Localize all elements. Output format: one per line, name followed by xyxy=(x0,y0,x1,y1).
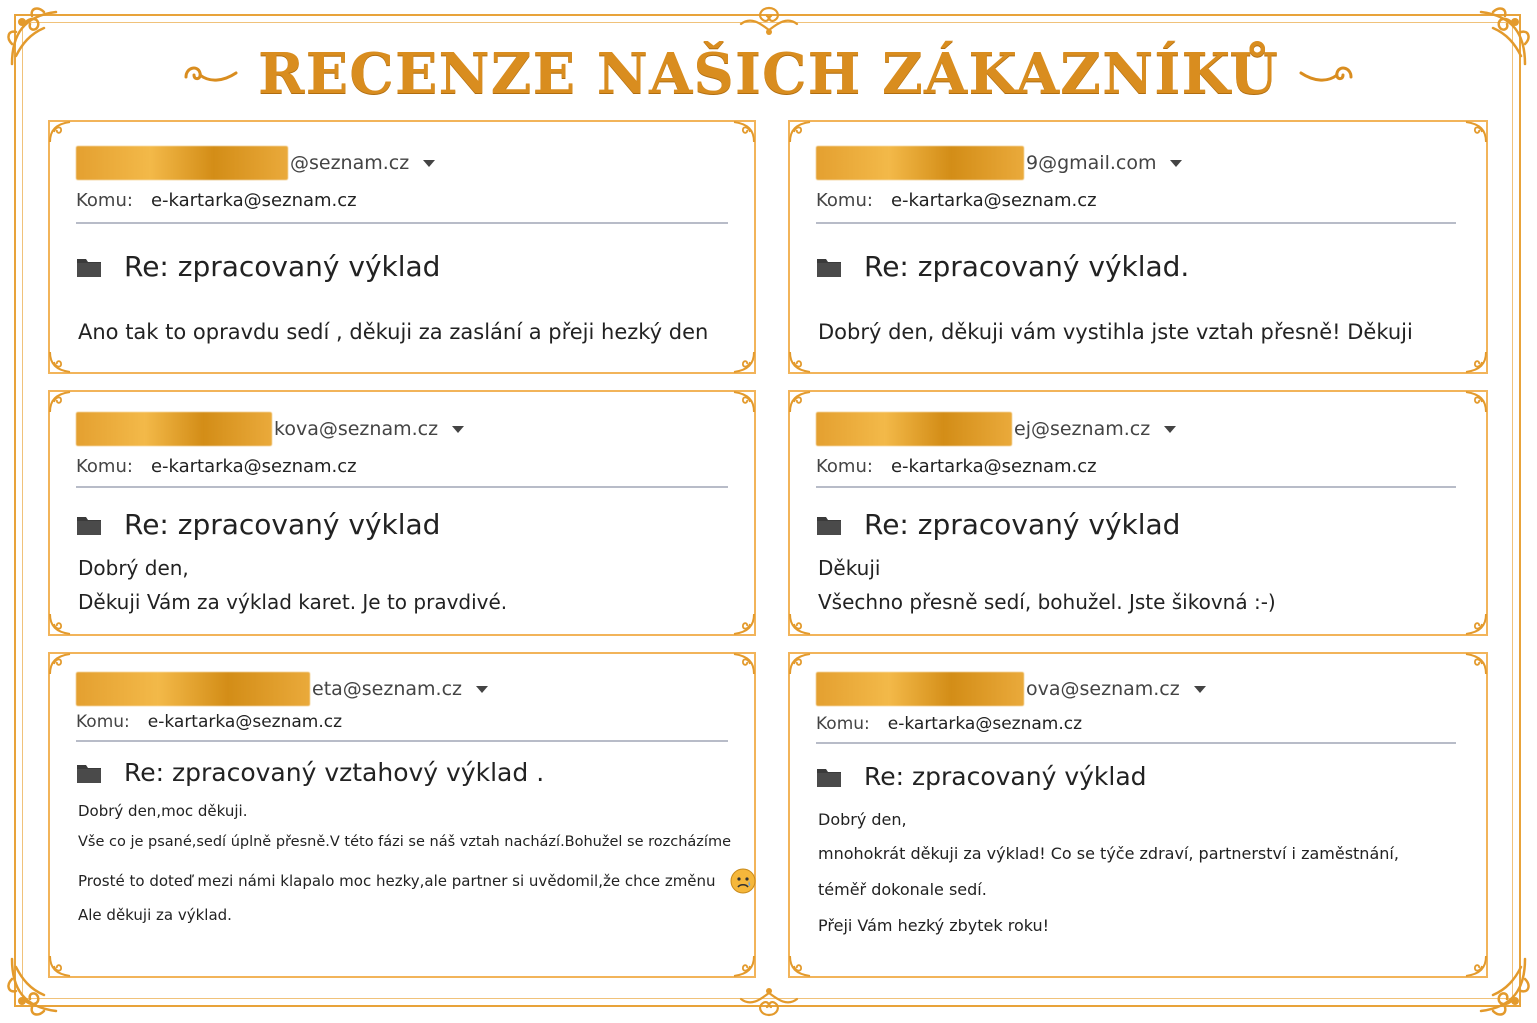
redacted-sender xyxy=(816,146,1024,180)
sender-row[interactable] xyxy=(816,412,1176,446)
header-divider xyxy=(816,486,1456,488)
card-corner-icon xyxy=(46,348,74,376)
email-subject: Re: zpracovaný výklad xyxy=(864,762,1147,791)
folder-icon xyxy=(76,762,102,784)
folder-icon xyxy=(76,256,102,278)
chevron-down-icon[interactable] xyxy=(1194,686,1206,693)
subject-row xyxy=(816,250,1189,283)
review-card-1 xyxy=(48,120,756,374)
recipient-address: e-kartarka@seznam.cz xyxy=(150,456,357,477)
redacted-sender xyxy=(816,412,1012,446)
chevron-down-icon[interactable] xyxy=(452,426,464,433)
card-corner-icon xyxy=(1462,610,1490,638)
folder-icon xyxy=(816,766,842,788)
email-subject: Re: zpracovaný výklad xyxy=(124,250,441,283)
recipient-row xyxy=(76,712,342,732)
redacted-sender xyxy=(76,146,288,180)
folder-icon xyxy=(76,514,102,536)
sender-address: 9@gmail.com xyxy=(1026,152,1157,174)
email-body-line: Dobrý den, xyxy=(78,556,189,580)
card-corner-icon xyxy=(46,610,74,638)
recipient-label: Komu: xyxy=(76,190,133,211)
email-body-line: Děkuji Vám za výklad karet. Je to pravdivé. xyxy=(78,590,508,614)
card-corner-icon xyxy=(730,610,758,638)
recipient-row xyxy=(76,190,357,211)
card-corner-icon xyxy=(1462,348,1490,376)
sender-row[interactable] xyxy=(816,672,1206,706)
sender-address: kova@seznam.cz xyxy=(274,418,439,440)
recipient-label: Komu: xyxy=(76,712,130,732)
sender-row[interactable] xyxy=(76,672,488,706)
email-body-line: Vše co je psané,sedí úplně přesně.V této fázi se náš vztah nachází.Bohužel se rozcházíme xyxy=(78,834,731,850)
recipient-address: e-kartarka@seznam.cz xyxy=(147,712,343,732)
card-corner-icon xyxy=(1462,388,1490,416)
sad-face-icon xyxy=(730,868,756,894)
card-corner-icon xyxy=(730,348,758,376)
email-body-line: téměř dokonale sedí. xyxy=(818,880,987,899)
review-card-5 xyxy=(48,652,756,978)
subject-row xyxy=(816,762,1147,791)
recipient-row xyxy=(816,714,1082,734)
swirl-right-icon xyxy=(1297,57,1355,91)
email-subject: Re: zpracovaný výklad xyxy=(124,508,441,541)
sender-address: ova@seznam.cz xyxy=(1026,678,1180,700)
card-corner-icon xyxy=(730,952,758,980)
email-body-line: Všechno přesně sedí, bohužel. Jste šikovná :-) xyxy=(818,590,1276,614)
sender-address: @seznam.cz xyxy=(290,152,410,174)
recipient-address: e-kartarka@seznam.cz xyxy=(890,190,1097,211)
subject-row xyxy=(76,758,544,787)
sender-row[interactable] xyxy=(76,146,435,180)
review-card-3 xyxy=(48,390,756,636)
card-corner-icon xyxy=(786,650,814,678)
subject-row xyxy=(816,508,1180,541)
recipient-address: e-kartarka@seznam.cz xyxy=(150,190,357,211)
redacted-sender xyxy=(76,412,272,446)
recipient-label: Komu: xyxy=(816,190,873,211)
card-corner-icon xyxy=(1462,650,1490,678)
card-corner-icon xyxy=(46,952,74,980)
header-divider xyxy=(76,222,728,224)
header-divider xyxy=(76,486,728,488)
center-ornament-icon xyxy=(733,983,805,1021)
card-corner-icon xyxy=(730,388,758,416)
email-subject: Re: zpracovaný výklad. xyxy=(864,250,1190,283)
subject-row xyxy=(76,508,440,541)
page-title: RECENZE NAŠICH ZÁKAZNÍKŮ xyxy=(258,41,1279,107)
center-ornament-icon xyxy=(733,2,805,40)
chevron-down-icon[interactable] xyxy=(1170,160,1182,167)
card-corner-icon xyxy=(730,650,758,678)
title-area xyxy=(0,38,1537,110)
email-body-line: mnohokrát děkuji za výklad! Co se týče zdraví, partnerství i zaměstnání, xyxy=(818,844,1399,863)
sender-address: eta@seznam.cz xyxy=(312,678,462,700)
email-body-line: Dobrý den, děkuji vám vystihla jste vztah přesně! Děkuji xyxy=(818,320,1413,344)
recipient-label: Komu: xyxy=(816,456,873,477)
redacted-sender xyxy=(76,672,310,706)
email-body-line: Ano tak to opravdu sedí , děkuji za zaslání a přeji hezký den xyxy=(78,320,709,344)
card-corner-icon xyxy=(786,610,814,638)
recipient-row xyxy=(816,190,1097,211)
review-card-2 xyxy=(788,120,1488,374)
redacted-sender xyxy=(816,672,1024,706)
email-subject: Re: zpracovaný výklad xyxy=(864,508,1181,541)
recipient-row xyxy=(76,456,357,477)
chevron-down-icon[interactable] xyxy=(423,160,435,167)
email-body-text: Prosté to doteď mezi námi klapalo moc hezky,ale partner si uvědomil,že chce změnu xyxy=(78,872,716,890)
chevron-down-icon[interactable] xyxy=(1164,426,1176,433)
sender-row[interactable] xyxy=(816,146,1182,180)
recipient-address: e-kartarka@seznam.cz xyxy=(887,714,1083,734)
card-corner-icon xyxy=(46,118,74,146)
email-body-line: Děkuji xyxy=(818,556,881,580)
email-subject: Re: zpracovaný vztahový výklad . xyxy=(124,758,545,787)
card-corner-icon xyxy=(786,388,814,416)
email-body-line: Ale děkuji za výklad. xyxy=(78,906,232,924)
header-divider xyxy=(76,740,728,742)
card-corner-icon xyxy=(46,650,74,678)
email-body-line: Přeji Vám hezký zbytek roku! xyxy=(818,916,1050,935)
card-corner-icon xyxy=(1462,952,1490,980)
email-body-line-with-emoji xyxy=(78,868,756,894)
recipient-address: e-kartarka@seznam.cz xyxy=(890,456,1097,477)
swirl-left-icon xyxy=(182,57,240,91)
email-body-line: Dobrý den,moc děkuji. xyxy=(78,802,248,820)
sender-row[interactable] xyxy=(76,412,464,446)
recipient-label: Komu: xyxy=(76,456,133,477)
review-card-4 xyxy=(788,390,1488,636)
card-corner-icon xyxy=(730,118,758,146)
recipient-label: Komu: xyxy=(816,714,870,734)
email-body-line: Dobrý den, xyxy=(818,810,907,829)
card-corner-icon xyxy=(786,348,814,376)
folder-icon xyxy=(816,514,842,536)
subject-row xyxy=(76,250,440,283)
card-corner-icon xyxy=(786,118,814,146)
header-divider xyxy=(816,742,1456,744)
card-corner-icon xyxy=(1462,118,1490,146)
review-card-6 xyxy=(788,652,1488,978)
sender-address: ej@seznam.cz xyxy=(1014,418,1151,440)
folder-icon xyxy=(816,256,842,278)
chevron-down-icon[interactable] xyxy=(476,686,488,693)
card-corner-icon xyxy=(46,388,74,416)
card-corner-icon xyxy=(786,952,814,980)
header-divider xyxy=(816,222,1456,224)
recipient-row xyxy=(816,456,1097,477)
